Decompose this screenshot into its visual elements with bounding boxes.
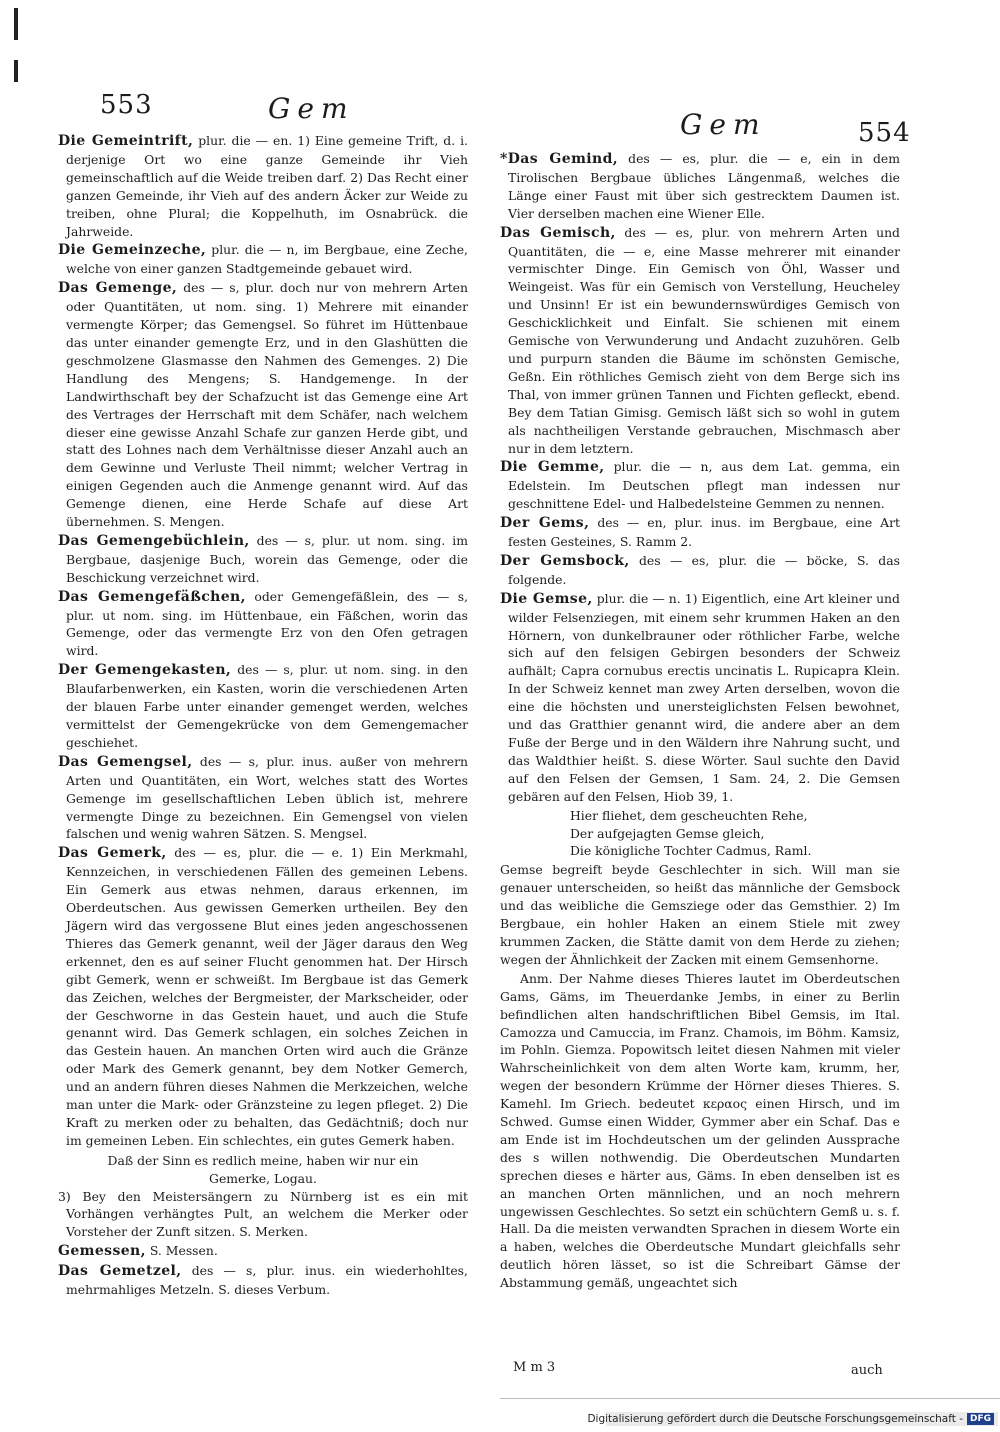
headword: Der Gemengekasten, — [58, 662, 232, 679]
headword: *Das Gemind, — [500, 151, 619, 167]
headword: Die Gemeinzeche, — [58, 242, 207, 259]
entry-text: S. Messen. — [149, 1243, 218, 1259]
dictionary-entry — [58, 1242, 468, 1261]
entry-text: des — es, plur. die — e, ein in dem Tirolischen Bergbaue übliches Längenmaß, welches die Länge einer Faust mit über sich gestrecktem Daumen ist. Vier derselben machen eine Wiener Elle. — [508, 151, 900, 221]
headword: Das Gemenge, — [58, 280, 178, 297]
right-entries — [500, 150, 900, 806]
paragraph: Gemse begreift beyde Geschlechter in sich. Will man sie genauer unterscheiden, so heißt das männliche der Gemsbock und das weibliche die Gemsziege oder das Gemsthier. 2) Im Bergbaue, ein hohler Haken an einem Stiele mit zwey krummen Zacken, die Stätte damit von dem Herde zu ziehen; wegen der Ähnlichkeit der Zacken mit einem Gemsenhorne. — [500, 862, 900, 967]
dictionary-entry — [58, 588, 468, 661]
headword: Das Gemengefäßchen, — [58, 588, 246, 605]
dictionary-entry — [58, 753, 468, 844]
headword: Der Gemsbock, — [500, 552, 630, 569]
footer-credit: Digitalisierung gefördert durch die Deutsche Forschungsgemeinschaft - — [587, 1413, 963, 1425]
verse-line: Die königliche Tochter Cadmus, Raml. — [570, 843, 812, 859]
right-verse — [500, 807, 900, 861]
binding-edge-mark — [14, 8, 18, 40]
headword: Die Gemse, — [500, 590, 593, 607]
right-page-number: 554 — [858, 118, 911, 148]
dictionary-entry — [58, 1188, 468, 1242]
right-running-head: Gem — [680, 108, 767, 141]
headword: Die Gemme, — [500, 459, 605, 476]
left-entries — [58, 132, 468, 1150]
dictionary-entry — [500, 224, 900, 458]
catchword: auch — [851, 1363, 883, 1378]
dictionary-entry — [58, 532, 468, 587]
entry-text: plur. die — en. 1) Eine gemeine Trift, d. i. derjenige Ort wo eine ganze Gemeinde ihr Vieh gemeinschaftlich auf die Weide treiben darf. 2) Das Recht einer ganzen Gemeinde, ihr Vieh auf des andern Äcker zur Weide zu treiben, ohne Plural; die Koppelhuth, im Osnabrück. die Jahrweide. — [66, 133, 468, 239]
footer-rule — [500, 1398, 1000, 1399]
entry-text: des — es, plur. von mehrern Arten und Quantitäten, die — e, eine Masse mehrerer mit einander vermischter Dinge. Ein Gemisch von Öhl, Wasser und Weingeist. Was für ein Gemisch von Verstellung, Heucheley und Unsinn! Er ist ein bewundernswürdiges Gemisch von Geschicklichkeit und Einfalt. Sie schienen mit einem Gemische von Verwunderung und Andacht zuzuhören. Gelb und purpurn standen die Bäume im schönsten Gemische, Geßn. Ein röthliches Gemisch zieht von dem Berge sich ins Thal, von immer grünen Tannen und Fichten gefleckt, ebend. Bey dem Tatian Gimisg. Gemisch läßt sich so wohl in gutem als nachtheiligen Verstande gebrauchen, Mischmasch aber nur in dem letztern. — [508, 224, 900, 456]
entry-text: plur. die — n, im Bergbaue, eine Zeche, welche von einer ganzen Stadtgemeinde gebauet wird. — [66, 242, 468, 277]
verse-line: Daß der Sinn es redlich meine, haben wir nur ein — [107, 1152, 419, 1168]
headword: Der Gems, — [500, 515, 590, 532]
entry-text: plur. die — n, aus dem Lat. gemma, ein Edelstein. Im Deutschen pflegt man indessen nur geschnittene Edel- und Halbedelsteine Gemmen zu nennen. — [508, 459, 900, 512]
headword: Das Gemisch, — [500, 224, 616, 241]
headword: Das Gemetzel, — [58, 1263, 182, 1280]
dictionary-entry — [58, 844, 468, 1149]
entry-text: 3) Bey den Meistersängern zu Nürnberg ist es ein mit Vorhängen verhängtes Pult, an welchem die Merker oder Vorsteher der Zunft sitzen. S. Merken. — [58, 1188, 468, 1240]
left-tail-entries — [58, 1188, 468, 1299]
left-verse — [58, 1152, 468, 1188]
dictionary-entry — [58, 132, 468, 240]
digitization-footer — [587, 1412, 998, 1426]
annotation-paragraph: Anm. Der Nahme dieses Thieres lautet im Oberdeutschen Gams, Gäms, im Theuerdanke Jembs, in einer zu Berlin befindlichen alten handschriftlichen Bibel Gemsis, im Ital. Camozza und Camuccia, im Franz. Chamois, im Böhm. Kamsiz, im Pohln. Giemza. Popowitsch leitet diesen Nahmen mit vieler Wahrscheinlichkeit von dem alten Worte kam, krumm, her, wegen der besondern Krümme der Hörner dieses Thieres. S. Kamehl. Im Griech. bedeutet κεραος einen Hirsch, und im Schwed. Gumse einen Widder, Gymmer aber ein Schaf. Das e am Ende ist im Hochdeutschen um der gelinden Aussprache des s willen nothwendig. Die Oberdeutschen Mundarten sprechen dieses e härter aus, Gäms. In eben denselben ist es an manchen Orten männlichen, und an noch mehrern ungewissen Geschlechtes. So setzt ein schüchtern Gemß u. s. f. Hall. Da die meisten verwandten Sprachen in diesem Worte ein a haben, welches die Oberdeutsche Mundart gleichfalls sehr deutlich hören lässet, so ist die Schreibart Gämse der Abstammung gemäß, ungeachtet sich — [500, 970, 900, 1291]
signature-mark: M m 3 — [513, 1360, 556, 1375]
entry-text: des — en, plur. inus. im Bergbaue, eine Art festen Gesteines, S. Ramm 2. — [508, 515, 900, 550]
entry-text: oder Gemengefäßlein, des — s, plur. ut nom. sing. im Hüttenbaue, ein Fäßchen, worin das Gemenge, oder das vermengte Erz von den Ofen getragen wird. — [66, 588, 469, 659]
dictionary-entry — [58, 279, 468, 531]
dictionary-entry — [500, 552, 900, 589]
verse-line: Der aufgejagten Gemse gleich, — [570, 825, 765, 841]
dictionary-entry — [500, 458, 900, 513]
entry-text: des — s, plur. inus. ein wiederhohltes, mehrmahliges Metzeln. S. dieses Verbum. — [66, 1263, 468, 1298]
entry-text: des — s, plur. doch nur von mehrern Arten oder Quantitäten, ut nom. sing. 1) Mehrere mit einander vermengte Körper; das Gemengsel. So führet im Hüttenbaue das unter einander gemengte Erz, und in den Glashütten die geschmolzene Glasmasse den Nahmen des Gemenges. 2) Die Handlung des Mengens; S. Handgemenge. In der Landwirthschaft bey der Schafzucht ist das Gemenge eine Art des Vertrages der Herrschaft mit dem Schäfer, nach welchem dieser eine gewisse Anzahl Schafe zur ganzen Herde gibt, und statt des Lohnes nach dem Verhältnisse dieser Anzahl auch an dem Gewinne und Verluste Theil nimmt; welcher Vertrag in einigen Gegenden auch die Anmenge genannt wird. Auf das Gemenge dienen, eine Herde Schafe auf diese Art übernehmen. S. Mengen. — [66, 280, 468, 530]
dictionary-entry — [500, 590, 900, 806]
dictionary-entry — [500, 514, 900, 551]
dictionary-entry — [500, 150, 900, 223]
headword: Gemessen, — [58, 1243, 146, 1260]
entry-text: plur. die — n. 1) Eigentlich, eine Art kleiner und wilder Felsenziegen, mit einem sehr krummen Haken an den Hörnern, von dunkelbrauner oder röthlicher Farbe, welche sich auf den felsigen Gebirgen besonders der Schweiz aufhält; Capra cornubus erectis uncinatis L. Rupicapra Klein. In der Schweiz kennet man zwey Arten derselben, wovon die eine die höchsten und unersteiglichsten Felsen bewohnet, und das Gratthier genannt wird, die andere aber an dem Fuße der Berge und in den Wäldern ihre Nahrung sucht, und das Waldthier heißt. S. diese Wörter. Saul suchte den David auf den Felsen der Gemsen, 1 Sam. 24, 2. Die Gemsen gebären auf den Felsen, Hiob 39, 1. — [508, 590, 900, 804]
entry-text: des — s, plur. inus. außer von mehrern Arten und Quantitäten, ein Wort, welches statt des Wortes Gemenge im gesellschaftlichen Leben üblich ist, mehrere vermengte Dinge zu bezeichnen. Ein Gemengsel von vielen falschen und wenig wahren Sätzen. S. Mengsel. — [66, 753, 468, 842]
dfg-logo: DFG — [967, 1413, 994, 1425]
dictionary-entry — [58, 661, 468, 752]
entry-text: des — s, plur. ut nom. sing. in den Blaufarbenwerken, ein Kasten, worin die verschiedenen Arten der blauen Farbe unter einander gemenget werden, welches vermittelst der Gemengekrücke von dem Gemengemacher geschiehet. — [66, 662, 468, 750]
left-page-number: 553 — [100, 90, 153, 120]
left-running-head: Gem — [268, 92, 355, 125]
binding-edge-mark — [14, 60, 18, 82]
headword: Das Gemengebüchlein, — [58, 532, 250, 549]
entry-text: des — es, plur. die — e. 1) Ein Merkmahl, Kennzeichen, in verschiedenen Fällen des gemeinen Lebens. Ein Gemerk aus etwas nehmen, daraus erkennen, im Oberdeutschen. Aus gewissen Gemerken urtheilen. Bey den Jägern wird das vergossene Blut eines jeden angeschossenen Thieres das Gemerk genannt, weil der Jäger daraus den Weg erkennet, den es auf seiner Flucht genommen hat. Der Hirsch gibt Gemerk, wenn er schweißt. Im Bergbaue ist das Gemerk das Zeichen, welches der Bergmeister, der Markscheider, oder der Geschworne in das Gestein hauet, und auch die Stufe genannt wird. Das Gemerk schlagen, ein solches Zeichen in das Gestein hauen. An manchen Orten wird auch die Gränze oder Mark des Gemerk genannt, bey dem Notker Gemerch, und an andern führen dieses Nahmen die Merkzeichen, welche man unter die Mark- oder Gränzsteine zu legen pfleget. 2) Die Kraft zu merken oder zu behalten, das Gedächtniß; doch nur im gemeinen Leben. Ein schlechtes, ein gutes Gemerk haben. — [66, 845, 468, 1148]
entry-text: des — s, plur. ut nom. sing. im Bergbaue, dasjenige Buch, worein das Gemenge, oder die Beschickung verzeichnet wird. — [66, 532, 468, 585]
dictionary-entry — [58, 241, 468, 278]
verse-line: Gemerke, Logau. — [209, 1170, 317, 1186]
headword: Die Gemeintrift, — [58, 133, 194, 149]
verse-line: Hier fliehet, dem gescheuchten Rehe, — [570, 807, 808, 823]
left-column — [58, 132, 468, 1300]
headword: Das Gemerk, — [58, 845, 167, 862]
right-column — [500, 150, 900, 1292]
headword: Das Gemengsel, — [58, 753, 193, 770]
entry-text: des — es, plur. die — böcke, S. das folgende. — [508, 552, 900, 587]
dictionary-entry — [58, 1262, 468, 1299]
